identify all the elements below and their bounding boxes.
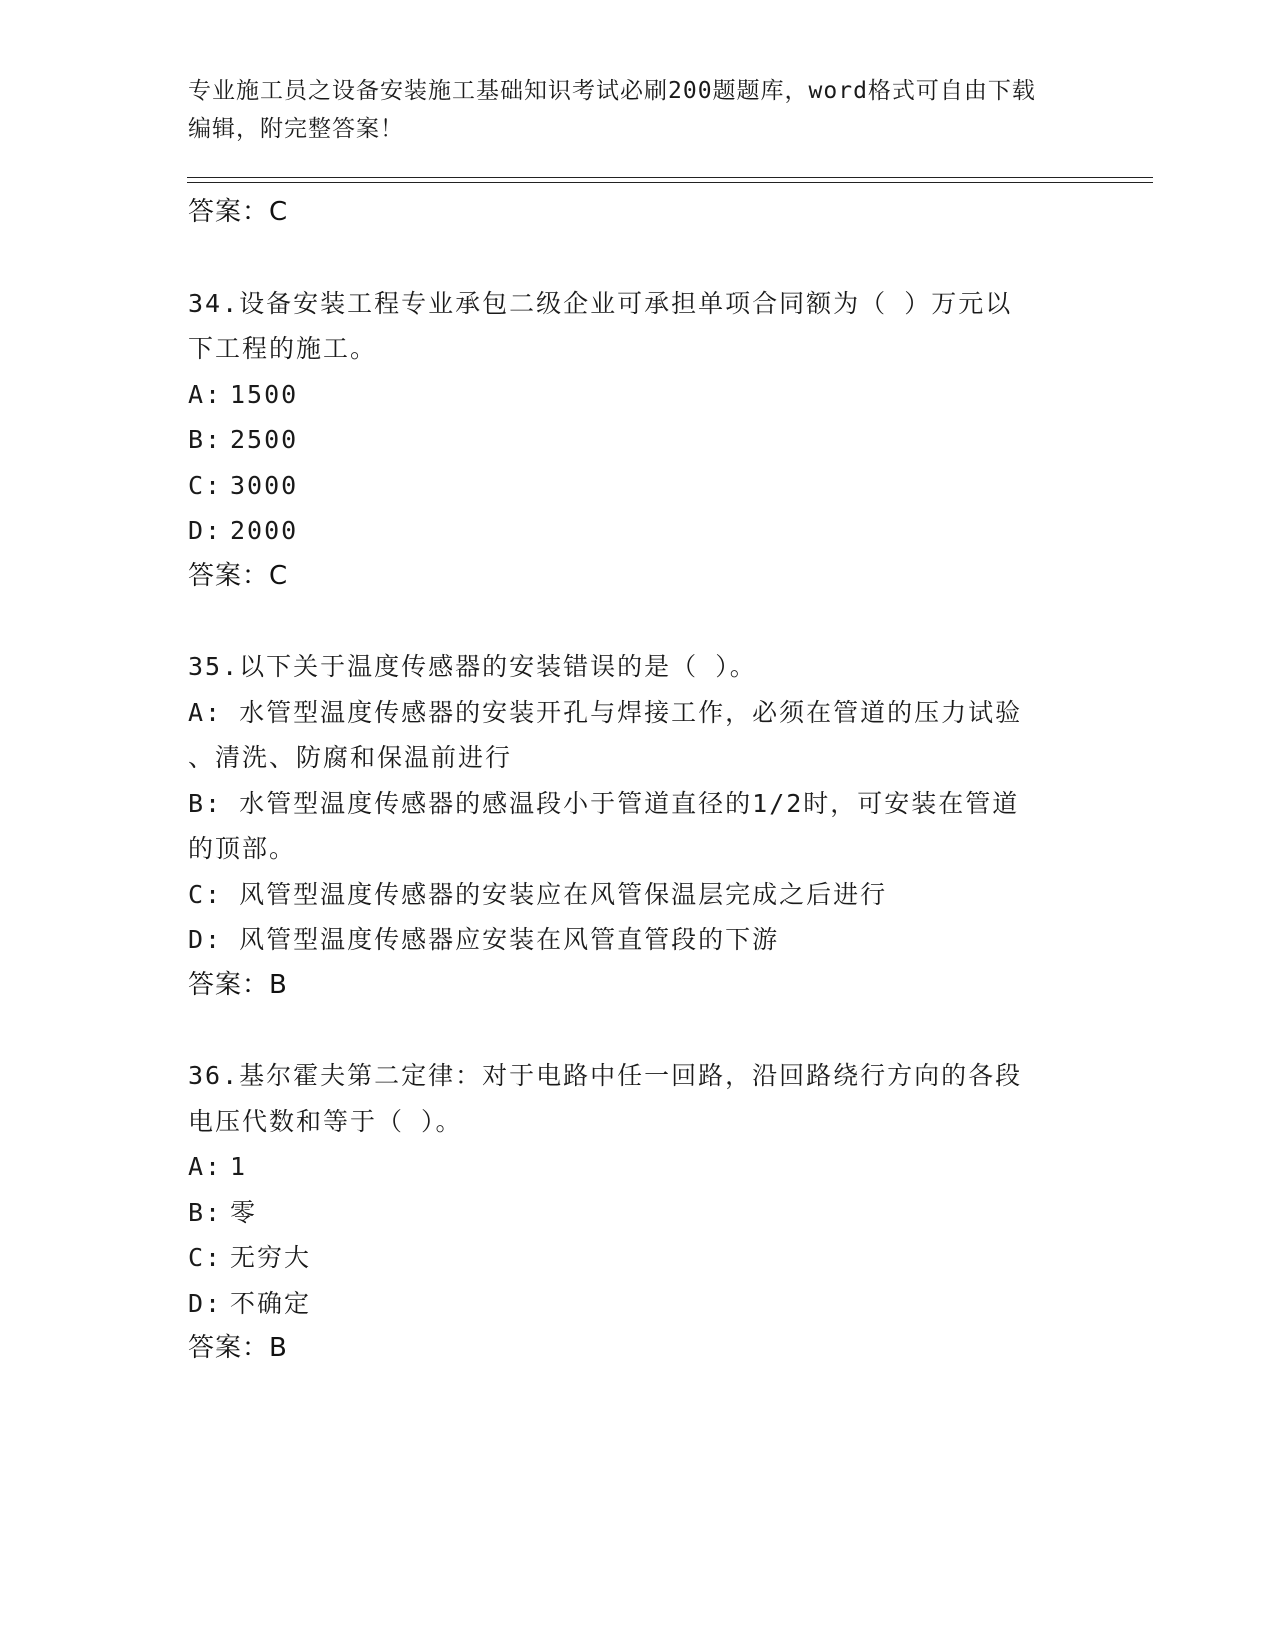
answer: 答案：B: [188, 1333, 288, 1363]
question-stem-continued: 电压代数和等于（ ）。: [188, 1106, 463, 1136]
section-gap: [188, 1008, 1088, 1053]
header-title-line1: 专业施工员之设备安装施工基础知识考试必刷200题题库，word格式可自由下载: [188, 78, 1036, 104]
option-a: A: 水管型温度传感器的安装开孔与焊接工作，必须在管道的压力试验: [188, 697, 1023, 727]
option-text: 1500: [230, 379, 299, 409]
question-stem: 34.设备安装工程专业承包二级企业可承担单项合同额为（ ）万元以: [188, 288, 1013, 318]
document-header: [188, 72, 1078, 148]
question-stem: 36.基尔霍夫第二定律：对于电路中任一回路，沿回路绕行方向的各段: [188, 1061, 1023, 1090]
option-c: [188, 1235, 1088, 1281]
option-d: D: 风管型温度传感器应安装在风管直管段的下游: [188, 925, 780, 954]
question-34: [188, 281, 1088, 600]
option-key: A:: [188, 1152, 223, 1181]
option-key: D:: [188, 516, 223, 545]
header-divider-top: [187, 177, 1153, 178]
previous-answer: 答案：C: [188, 197, 289, 227]
option-a: [188, 1144, 1088, 1190]
option-text: 无穷大: [230, 1243, 312, 1272]
option-b: B: 水管型温度传感器的感温段小于管道直径的1/2时，可安装在管道: [188, 788, 1020, 818]
question-list: [188, 190, 1088, 1372]
answer: 答案：C: [188, 560, 289, 591]
option-d: [188, 1281, 1088, 1327]
option-b: [188, 1190, 1088, 1236]
option-d: [188, 508, 1088, 554]
option-text: 零: [230, 1197, 258, 1227]
option-a: [188, 372, 1088, 418]
option-text: 2500: [230, 425, 299, 454]
option-text: 1: [230, 1152, 248, 1181]
option-text: 2000: [230, 516, 299, 545]
question-35: [188, 644, 1088, 1008]
option-text: 不确定: [230, 1288, 312, 1318]
header-title-line2: 编辑，附完整答案！: [188, 116, 404, 142]
option-b: [188, 417, 1088, 463]
option-key: C:: [188, 470, 223, 500]
option-text: 3000: [230, 470, 299, 500]
option-key: B:: [188, 425, 223, 454]
option-key: C:: [188, 1243, 223, 1272]
option-key: B:: [188, 1197, 223, 1227]
question-36: [188, 1053, 1088, 1372]
section-gap: [188, 599, 1088, 644]
question-stem: 35.以下关于温度传感器的安装错误的是（ ）。: [188, 652, 757, 681]
option-b-continued: 的顶部。: [188, 834, 297, 863]
answer: 答案：B: [188, 969, 288, 1000]
section-gap: [188, 236, 1088, 281]
option-c: C: 风管型温度传感器的安装应在风管保温层完成之后进行: [188, 879, 888, 909]
header-divider-bottom: [187, 182, 1153, 183]
option-a-continued: 、清洗、防腐和保温前进行: [188, 743, 513, 772]
question-stem-continued: 下工程的施工。: [188, 334, 378, 363]
option-key: D:: [188, 1288, 223, 1318]
option-key: A:: [188, 379, 223, 409]
option-c: [188, 463, 1088, 509]
